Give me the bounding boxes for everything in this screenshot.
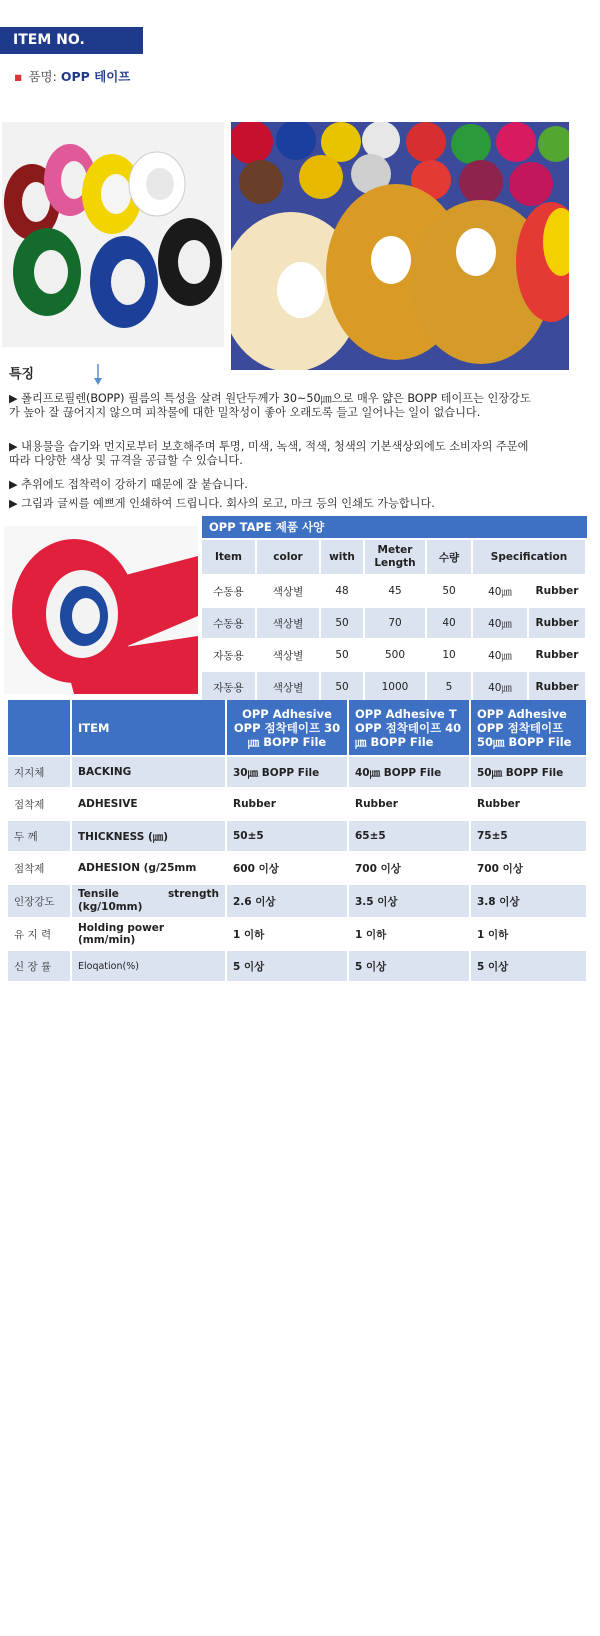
table-cell: 수동용 xyxy=(202,576,257,608)
table-cell: 50 xyxy=(321,608,365,640)
feature-item: ▶ 내용물을 습기와 먼지로부터 보호해주며 투명, 미색, 녹색, 적색, 청색의 기본색상외에도 소비자의 주문에 따라 다양한 색상 및 규격을 공급할 수 있습니다. xyxy=(9,440,529,467)
props-header-cell: OPP Adhesive T OPP 점착테이프 40 ㎛ BOPP File xyxy=(349,700,471,757)
table-cell: Rubber xyxy=(529,576,587,608)
table-cell: Rubber xyxy=(529,608,587,640)
spec-header-row xyxy=(202,540,587,576)
spec-header-cell: color xyxy=(257,540,321,576)
down-arrow-icon xyxy=(92,364,104,386)
tensile-unit: (kg/10mm) xyxy=(78,901,143,913)
table-cell: 5 이상 xyxy=(227,951,349,983)
table-cell: 40㎛ xyxy=(473,608,529,640)
table-cell: 3.5 이상 xyxy=(349,885,471,919)
table-row xyxy=(8,885,588,919)
table-cell: Rubber xyxy=(529,672,587,704)
row-label-korean: 신 장 률 xyxy=(8,951,72,983)
properties-table xyxy=(8,700,588,983)
row-label-english: Holding power (mm/min) xyxy=(72,919,227,951)
row-label-english: Eloqation(%) xyxy=(72,951,227,983)
table-cell: 40㎛ xyxy=(473,576,529,608)
product-photo-colored-rolls xyxy=(2,122,224,347)
product-name-label: 품명: xyxy=(28,69,57,84)
table-cell: 1 이하 xyxy=(227,919,349,951)
table-cell: 48 xyxy=(321,576,365,608)
table-cell: 50 xyxy=(321,672,365,704)
spec-header-cell: Specification xyxy=(473,540,587,576)
row-label-korean: 점착제 xyxy=(8,789,72,821)
props-header-blank xyxy=(8,700,72,757)
item-no-banner: ITEM NO. xyxy=(0,27,143,54)
table-cell: 색상별 xyxy=(257,576,321,608)
feature-item: ▶ 폴리프로필렌(BOPP) 필름의 특성을 살려 원단두께가 30~50㎛으로 매우 얇은 BOPP 테이프는 인장강도가 높아 잘 끊어지지 않으며 피착물에 대한 밀착성이 좋아 오래도록 들고 일어나는 일이 없습니다. xyxy=(9,392,531,419)
table-cell: 색상별 xyxy=(257,672,321,704)
table-cell: 5 이상 xyxy=(349,951,471,983)
row-label-english: ADHESION (g/25mm xyxy=(72,853,227,885)
table-cell: Rubber xyxy=(349,789,471,821)
row-label-english: THICKNESS (㎛) xyxy=(72,821,227,853)
table-cell: 30㎛ BOPP File xyxy=(227,757,349,789)
props-header-cell: OPP Adhesive OPP 점착테이프 30 ㎛ BOPP File xyxy=(227,700,349,757)
table-cell: 색상별 xyxy=(257,640,321,672)
table-cell: 500 xyxy=(365,640,427,672)
props-header-row xyxy=(8,700,588,757)
table-cell: 5 이상 xyxy=(471,951,588,983)
spec-table-title: OPP TAPE 제품 사양 xyxy=(202,516,587,538)
table-cell: 40 xyxy=(427,608,473,640)
table-cell: 50±5 xyxy=(227,821,349,853)
row-label-korean: 지지체 xyxy=(8,757,72,789)
row-label-korean: 인장강도 xyxy=(8,885,72,919)
strength-word: strength xyxy=(167,888,219,900)
table-cell: 색상별 xyxy=(257,608,321,640)
table-cell: 1000 xyxy=(365,672,427,704)
table-row xyxy=(202,640,587,672)
table-cell: 5 xyxy=(427,672,473,704)
props-header-cell: ITEM xyxy=(72,700,227,757)
table-cell: 50㎛ BOPP File xyxy=(471,757,588,789)
table-row xyxy=(8,919,588,951)
table-cell: 700 이상 xyxy=(349,853,471,885)
table-cell: 2.6 이상 xyxy=(227,885,349,919)
spec-header-cell: with xyxy=(321,540,365,576)
table-cell: 10 xyxy=(427,640,473,672)
table-cell: 자동용 xyxy=(202,640,257,672)
table-cell: 45 xyxy=(365,576,427,608)
spec-header-cell: 수량 xyxy=(427,540,473,576)
table-cell: 자동용 xyxy=(202,672,257,704)
table-cell: 40㎛ xyxy=(473,672,529,704)
spec-table xyxy=(202,540,587,704)
table-cell: 40㎛ BOPP File xyxy=(349,757,471,789)
row-label-korean: 두 께 xyxy=(8,821,72,853)
table-cell: 600 이상 xyxy=(227,853,349,885)
product-name-value: OPP 테이프 xyxy=(60,69,131,84)
table-cell: 75±5 xyxy=(471,821,588,853)
table-row xyxy=(8,951,588,983)
features-title: 특징 xyxy=(9,367,35,382)
table-cell: 수동용 xyxy=(202,608,257,640)
row-label-english xyxy=(72,885,227,919)
table-cell: Rubber xyxy=(529,640,587,672)
bullet-icon: ▪ xyxy=(14,69,23,84)
table-cell: 50 xyxy=(321,640,365,672)
spec-header-cell: Meter Length xyxy=(365,540,427,576)
table-row xyxy=(8,757,588,789)
row-label-korean: 유 지 력 xyxy=(8,919,72,951)
feature-item: ▶ 그림과 글씨를 예쁘게 인쇄하여 드립니다. 회사의 로고, 마크 등의 인쇄도 가능합니다. xyxy=(9,497,435,510)
spec-header-cell: Item xyxy=(202,540,257,576)
table-row xyxy=(8,853,588,885)
row-label-korean: 점착제 xyxy=(8,853,72,885)
table-cell: Rubber xyxy=(227,789,349,821)
props-header-cell: OPP Adhesive OPP 점착테이프 50㎛ BOPP File xyxy=(471,700,588,757)
table-cell: 50 xyxy=(427,576,473,608)
table-row xyxy=(8,789,588,821)
table-cell: 700 이상 xyxy=(471,853,588,885)
table-row xyxy=(202,576,587,608)
row-label-english: BACKING xyxy=(72,757,227,789)
table-row xyxy=(202,608,587,640)
table-cell: 1 이하 xyxy=(471,919,588,951)
feature-item: ▶ 추위에도 접착력이 강하기 때문에 잘 붙습니다. xyxy=(9,478,248,491)
table-cell: 70 xyxy=(365,608,427,640)
product-photo-printed-tape xyxy=(4,526,198,694)
table-row xyxy=(8,821,588,853)
table-cell: Rubber xyxy=(471,789,588,821)
table-cell: 1 이하 xyxy=(349,919,471,951)
product-photo-large-rolls xyxy=(231,122,569,370)
table-cell: 65±5 xyxy=(349,821,471,853)
table-cell: 40㎛ xyxy=(473,640,529,672)
table-cell: 3.8 이상 xyxy=(471,885,588,919)
product-name xyxy=(14,67,130,85)
row-label-english: ADHESIVE xyxy=(72,789,227,821)
tensile-word: Tensile xyxy=(78,888,119,900)
